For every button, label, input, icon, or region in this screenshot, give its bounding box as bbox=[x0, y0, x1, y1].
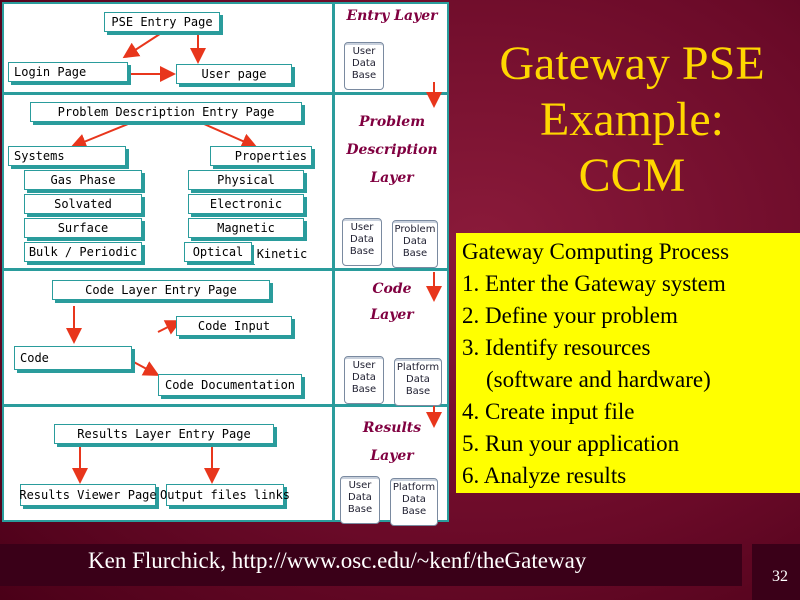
arrow bbox=[204, 124, 254, 146]
db-label: Data bbox=[352, 58, 376, 69]
user-database-icon bbox=[342, 218, 382, 266]
code-box: Code bbox=[14, 346, 132, 370]
surface-box: Surface bbox=[24, 218, 142, 238]
title-line: Example: bbox=[540, 93, 724, 146]
db-label: User bbox=[352, 360, 376, 371]
platform-database-icon bbox=[390, 478, 438, 526]
layer-label-line: Description bbox=[346, 142, 438, 158]
db-label: Base bbox=[401, 506, 427, 517]
problem-layer-label bbox=[338, 108, 446, 192]
platform-database-icon bbox=[394, 358, 442, 406]
step-item: 2. Define your problem bbox=[462, 303, 678, 328]
db-label: Data bbox=[352, 372, 376, 383]
layer-label-line: Results bbox=[362, 420, 422, 436]
arrow bbox=[74, 124, 128, 146]
db-label: User bbox=[348, 480, 372, 491]
arrow bbox=[130, 360, 156, 374]
arrow bbox=[126, 30, 166, 56]
db-label: Data bbox=[406, 374, 430, 385]
page-number: 32 bbox=[772, 568, 788, 585]
results-entry-page-box: Results Layer Entry Page bbox=[54, 424, 274, 444]
login-page-box: Login Page bbox=[8, 62, 128, 82]
pse-entry-page-box: PSE Entry Page bbox=[104, 12, 220, 32]
step-item: 4. Create input file bbox=[462, 399, 635, 424]
electronic-box: Electronic bbox=[188, 194, 304, 214]
systems-box: Systems bbox=[8, 146, 126, 166]
slide-title bbox=[462, 36, 800, 204]
output-files-links-box: Output files links bbox=[166, 484, 284, 506]
results-viewer-page-box: Results Viewer Page bbox=[20, 484, 156, 506]
physical-box: Physical bbox=[188, 170, 304, 190]
db-label: Base bbox=[347, 504, 373, 515]
gas-phase-box: Gas Phase bbox=[24, 170, 142, 190]
db-label: Base bbox=[349, 246, 375, 257]
step-item-continuation: (software and hardware) bbox=[486, 367, 711, 392]
db-label: Problem bbox=[394, 224, 436, 235]
layer-label-line: Layer bbox=[370, 170, 414, 186]
bulk-periodic-box: Bulk / Periodic bbox=[24, 242, 142, 262]
arrow bbox=[158, 322, 178, 332]
kinetic-label: Kinetic bbox=[254, 244, 310, 264]
footer-credit: Ken Flurchick, http://www.osc.edu/~kenf/theGateway bbox=[88, 548, 587, 573]
step-item: 1. Enter the Gateway system bbox=[462, 271, 726, 296]
solvated-box: Solvated bbox=[24, 194, 142, 214]
db-label: Platform bbox=[396, 362, 440, 373]
title-line: Gateway PSE bbox=[499, 37, 765, 90]
db-label: User bbox=[350, 222, 374, 233]
title-line: CCM bbox=[578, 149, 686, 202]
entry-layer-label: Entry Layer bbox=[346, 8, 438, 24]
user-database-icon bbox=[344, 42, 384, 90]
code-documentation-box: Code Documentation bbox=[158, 374, 302, 396]
optical-box: Optical bbox=[184, 242, 252, 262]
layer-label-line: Layer bbox=[370, 448, 414, 464]
layer-label-line: Code bbox=[372, 281, 412, 297]
db-label: Platform bbox=[392, 482, 436, 493]
layer-label-line: Problem bbox=[358, 114, 426, 130]
step-item: 6. Analyze results bbox=[462, 463, 627, 488]
db-label: Base bbox=[402, 248, 428, 259]
db-label: Base bbox=[405, 386, 431, 397]
process-steps-panel bbox=[456, 233, 800, 493]
db-label: Base bbox=[351, 70, 377, 81]
layer-label-line: Layer bbox=[370, 307, 414, 323]
problem-database-icon bbox=[392, 220, 438, 268]
db-label: User bbox=[352, 46, 376, 57]
step-item: 3. Identify resources bbox=[462, 335, 651, 360]
db-label: Data bbox=[350, 234, 374, 245]
results-layer-label bbox=[338, 414, 446, 470]
steps-heading: Gateway Computing Process bbox=[462, 239, 730, 264]
step-item: 5. Run your application bbox=[462, 431, 680, 456]
code-entry-page-box: Code Layer Entry Page bbox=[52, 280, 270, 300]
code-input-box: Code Input bbox=[176, 316, 292, 336]
problem-entry-page-box: Problem Description Entry Page bbox=[30, 102, 302, 122]
magnetic-box: Magnetic bbox=[188, 218, 304, 238]
db-label: Data bbox=[403, 236, 427, 247]
code-layer-label bbox=[338, 276, 446, 328]
user-page-box: User page bbox=[176, 64, 292, 84]
db-label: Data bbox=[348, 492, 372, 503]
properties-box: Properties bbox=[210, 146, 312, 166]
user-database-icon bbox=[344, 356, 384, 404]
db-label: Data bbox=[402, 494, 426, 505]
db-label: Base bbox=[351, 384, 377, 395]
pse-diagram bbox=[2, 2, 449, 522]
user-database-icon bbox=[340, 476, 380, 524]
